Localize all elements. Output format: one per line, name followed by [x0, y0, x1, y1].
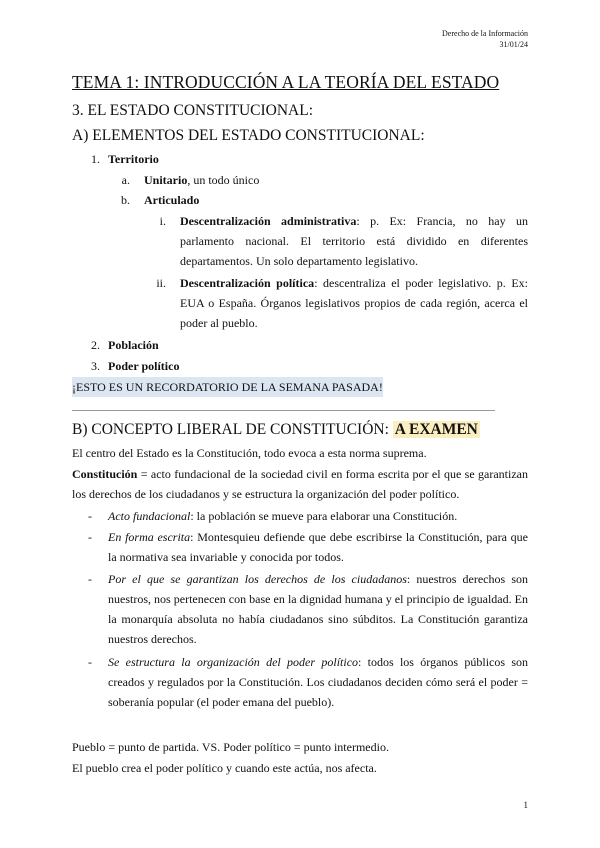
bullet-garantizan-derechos — [108, 569, 528, 649]
bullet-text: : la población se mueve para elaborar una Constitución. — [190, 509, 458, 523]
bullet-term: Acto fundacional — [108, 509, 191, 523]
territorio-label: Territorio — [108, 152, 159, 166]
unitario-label: Unitario — [144, 173, 188, 187]
list-item-desc-administrativa — [72, 211, 528, 273]
desc-politica-term: Descentralización política — [180, 276, 315, 290]
articulado-label: Articulado — [144, 193, 200, 207]
poder-politico-label: Poder político — [108, 359, 180, 373]
section-divider — [72, 410, 495, 411]
closing-line-2: El pueblo crea el poder político y cuando este actúa, nos afecta. — [72, 761, 377, 775]
definition-paragraph — [72, 464, 528, 504]
list-number: 2. — [91, 338, 100, 352]
section-b-text: B) CONCEPTO LIBERAL DE CONSTITUCIÓN: — [72, 421, 393, 438]
bullet-term: Se estructura la organización del poder político — [108, 655, 359, 669]
desc-administrativa-paragraph — [180, 211, 528, 271]
section-b-heading — [72, 421, 528, 439]
bullet-text: : todos los órganos públicos son creados y regulados por la Constitución. Los ciudadanos deciden cómo será el poder = soberanía popular (el poder emana del pueblo). — [108, 655, 529, 709]
exam-tag: A EXAMEN — [394, 421, 478, 438]
list-roman: i. — [159, 214, 166, 228]
header-date: 31/01/24 — [499, 40, 528, 49]
desc-administrativa-text: : p. Ex: Francia, no hay un parlamento nacional. El territorio está dividido en diferentes departamentos. Un solo departamento legislativo. — [180, 214, 528, 268]
list-number: 1. — [91, 152, 100, 166]
desc-politica-paragraph — [180, 273, 528, 333]
list-number: 3. — [91, 359, 100, 373]
list-letter: a. — [121, 173, 130, 187]
page-header — [442, 28, 528, 50]
bullet-text: : Montesquieu defiende que debe escribirse la Constitución, para que la normativa sea invariable y conocida por todos. — [108, 530, 528, 564]
section-a-heading: A) ELEMENTOS DEL ESTADO CONSTITUCIONAL: — [72, 127, 425, 144]
list-item-desc-politica — [72, 273, 528, 335]
bullet-dash: - — [88, 509, 92, 523]
closing-line-1: Pueblo = punto de partida. VS. Poder político = punto intermedio. — [72, 740, 389, 754]
unitario-text: , un todo único — [187, 173, 260, 187]
bullet-text: : nuestros derechos son nuestros, nos pertenecen con base en la dignidad humana y el principio de igualdad. En la monarquía absoluta no había ciudadanos sino súbditos. La Constitución garantiza nuestros derechos. — [108, 572, 528, 646]
bullet-dash: - — [88, 655, 92, 669]
page-number: 1 — [523, 800, 528, 810]
list-letter: b. — [121, 193, 130, 207]
desc-administrativa-term: Descentralización administrativa — [180, 214, 357, 228]
bullet-dash: - — [88, 530, 92, 544]
poblacion-label: Población — [108, 338, 159, 352]
bullet-forma-escrita — [108, 527, 528, 567]
document-title: TEMA 1: INTRODUCCIÓN A LA TEORÍA DEL ESTADO — [72, 72, 500, 92]
bullet-organizacion-poder — [108, 652, 528, 712]
list-roman: ii. — [156, 276, 166, 290]
header-subject: Derecho de la Información — [442, 29, 528, 38]
desc-politica-text: : descentraliza el poder legislativo. p. Ex: EUA o España. Órganos legislativos propios de cada región, acerca el poder al pueblo. — [180, 276, 528, 330]
bullet-term: En forma escrita — [108, 530, 191, 544]
bullet-acto-fundacional — [108, 506, 528, 526]
intro-paragraph: El centro del Estado es la Constitución, todo evoca a esta norma suprema. — [72, 446, 427, 460]
bullet-dash: - — [88, 572, 92, 586]
reminder-note — [72, 377, 528, 397]
section-3-heading: 3. EL ESTADO CONSTITUCIONAL: — [72, 102, 313, 119]
reminder-highlight: ¡ESTO ES UN RECORDATORIO DE LA SEMANA PASADA! — [72, 377, 383, 397]
definition-term: Constitución — [72, 467, 138, 481]
bullet-term: Por el que se garantizan los derechos de los ciudadanos — [108, 572, 407, 586]
definition-text: = acto fundacional de la sociedad civil en forma escrita por el que se garantizan los derechos de los ciudadanos y se estructura la organización del poder político. — [72, 467, 528, 501]
